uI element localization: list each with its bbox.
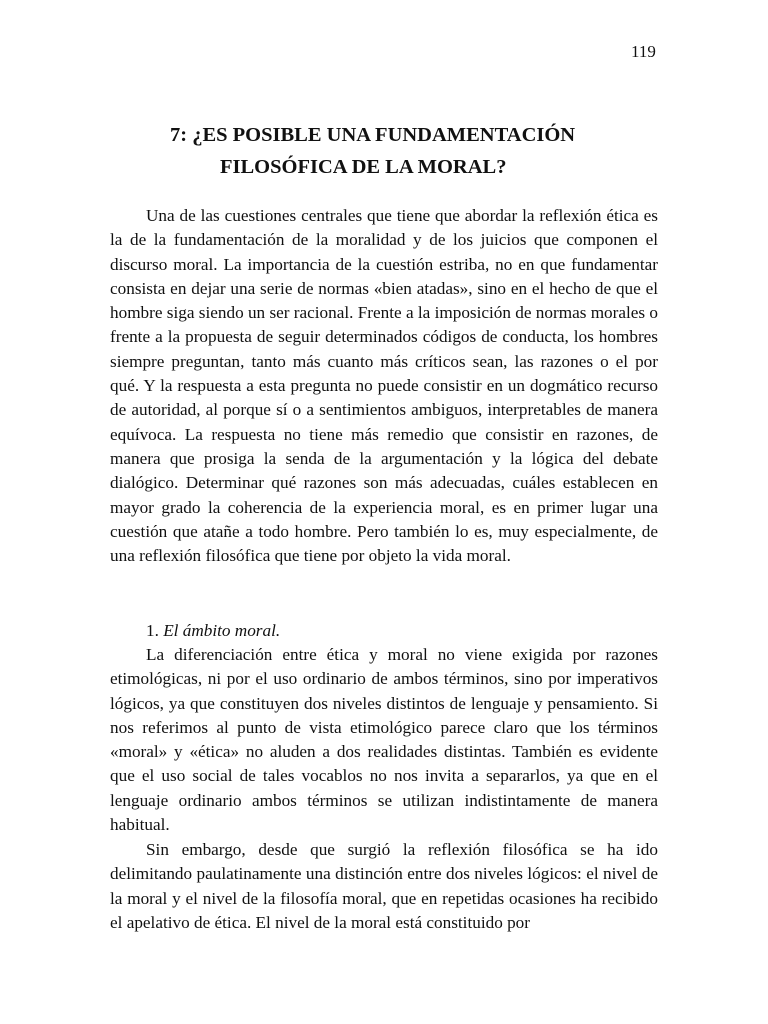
chapter-title-line-2: FILOSÓFICA DE LA MORAL?: [220, 156, 507, 178]
paragraph-2: La diferenciación entre ética y moral no viene exigida por razones etimológicas, ni por el uso ordinario de ambos términos, sino por imperativos lógicos, ya que constituyen dos niveles distintos de lenguaje y pensamiento. Si nos referimos al punto de vista etimológico parece claro que los términos «moral» y «ética» no aluden a dos realidades distintas. También es evidente que el uso social de tales vocablos no nos invita a separarlos, ya que en el lenguaje ordinario ambos términos se utilizan indistintamente de manera habitual.: [110, 645, 658, 835]
section-title: El ámbito moral.: [163, 621, 281, 640]
chapter-title-line-1: 7: ¿ES POSIBLE UNA FUNDAMENTACIÓN: [170, 124, 576, 146]
page-number: 119: [631, 42, 656, 61]
chapter-title: [170, 119, 690, 183]
section-number: 1.: [146, 621, 164, 640]
paragraph-1: Una de las cuestiones centrales que tiene que abordar la reflexión ética es la de la fundamentación de la moralidad y de los juicios que componen el discurso moral. La importancia de la cuestión estriba, no en que fundamentar consista en dejar una serie de normas «bien atadas», sino en el hecho de que el hombre siga siendo un ser racional. Frente a la imposición de normas morales o frente a la propuesta de seguir determinados códigos de conducta, los hombres siempre preguntan, tanto más cuanto más críticos sean, las razones o el por qué. Y la respuesta a esta pregunta no puede consistir en un dogmático recurso de autoridad, al porque sí o a sentimientos ambiguos, interpretables de manera equívoca. La respuesta no tiene más remedio que consistir en razones, de manera que prosiga la senda de la argumentación y la lógica del debate dialógico. Determinar qué razones son más adecuadas, cuáles establecen en mayor grado la coherencia de la experiencia moral, es en primer lugar una cuestión que atañe a todo hombre. Pero también lo es, muy especialmente, de una reflexión filosófica que tiene por objeto la vida moral.: [110, 206, 658, 566]
paragraph-3: Sin embargo, desde que surgió la reflexión filosófica se ha ido delimitando paulatinamente una distinción entre dos niveles lógicos: el nivel de la moral y el nivel de la filosofía moral, que en repetidas ocasiones ha recibido el apelativo de ética. El nivel de la moral está constituido por: [110, 840, 658, 932]
section-heading: [146, 619, 280, 643]
